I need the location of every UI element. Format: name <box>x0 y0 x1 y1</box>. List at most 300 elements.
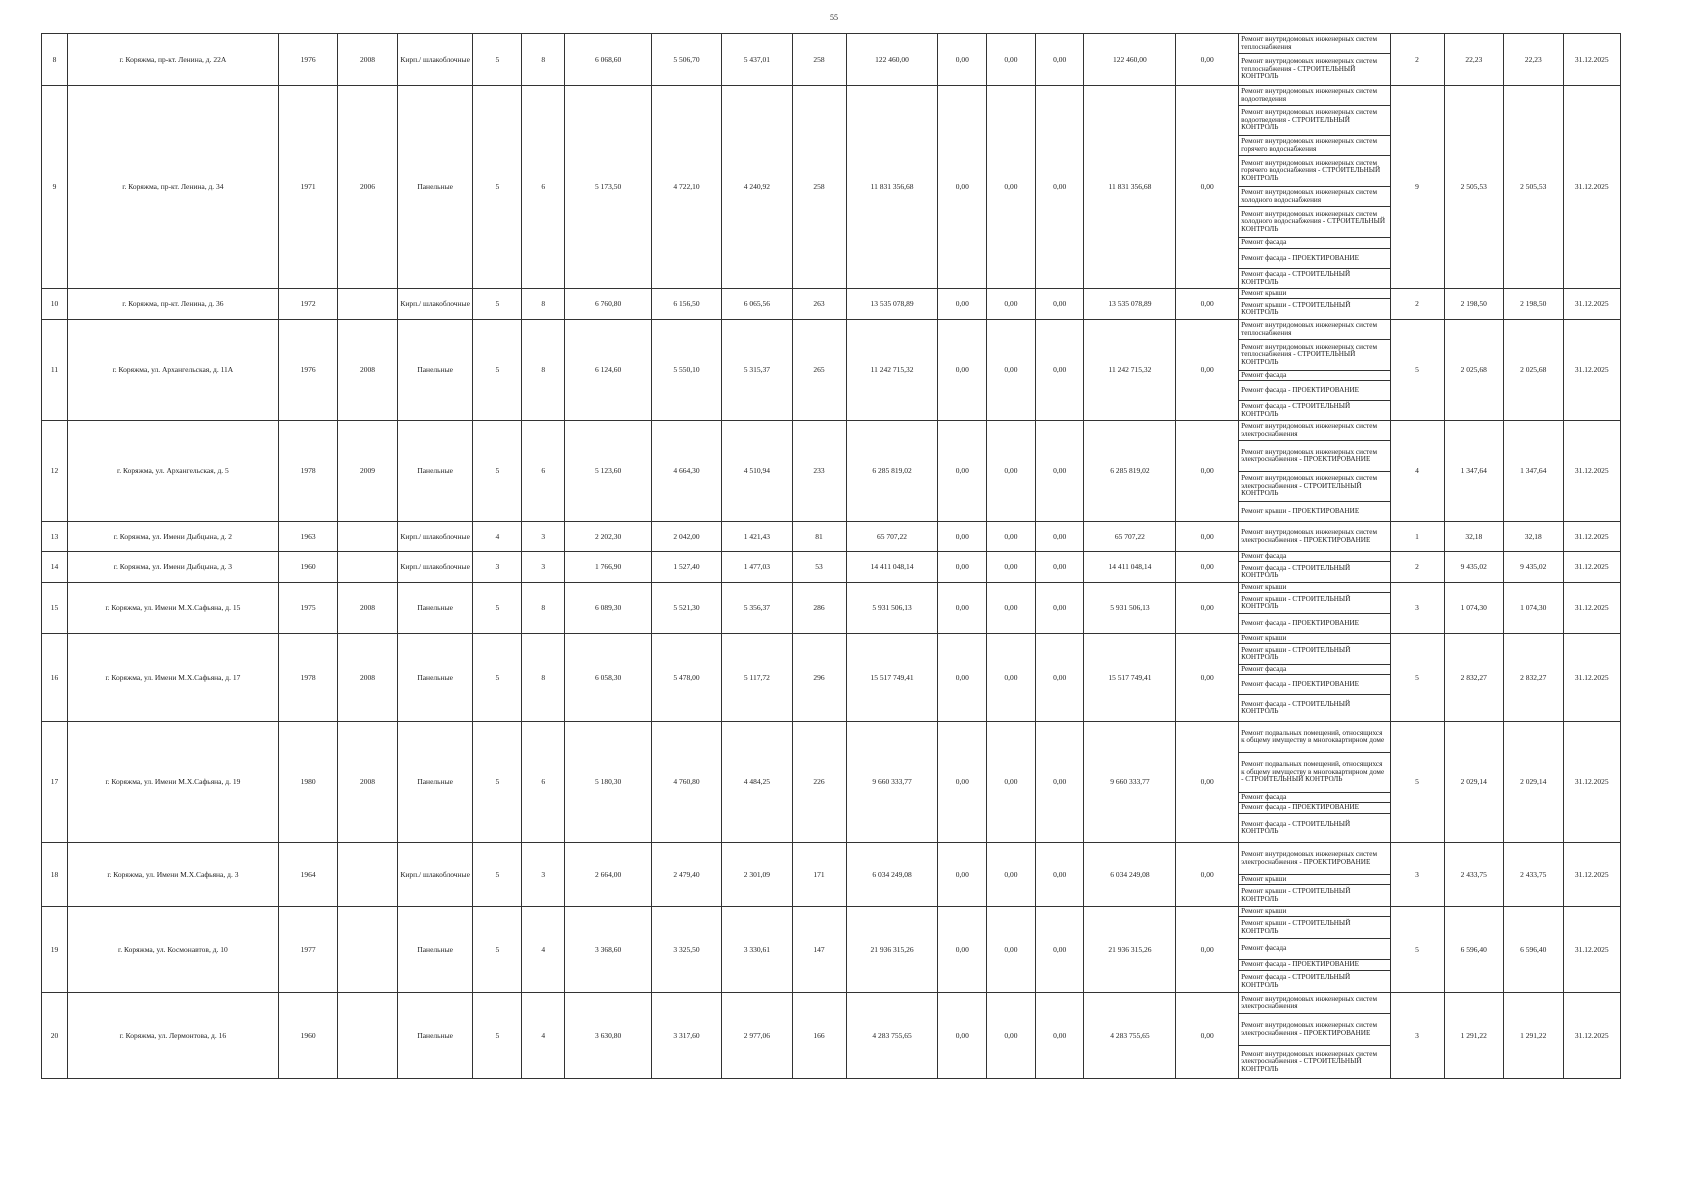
local-budget-cell: 0,00 <box>1035 843 1084 907</box>
total-cost-cell: 11 242 715,32 <box>846 320 938 421</box>
cost-per-m2-cell: 9 435,02 <box>1444 552 1503 583</box>
other-sources-cell: 0,00 <box>1176 583 1239 634</box>
fund-cost-cell: 0,00 <box>938 522 987 552</box>
limit-per-m2-cell: 2 505,53 <box>1504 86 1563 289</box>
table-row <box>42 843 1621 907</box>
year-built-cell: 1960 <box>278 993 337 1079</box>
deadline-cell: 31.12.2025 <box>1563 843 1621 907</box>
address-cell: г. Коряжма, ул. Архангельская, д. 5 <box>67 421 278 522</box>
floors-cell: 5 <box>473 993 522 1079</box>
total-area-cell: 5 123,60 <box>565 421 652 522</box>
owners-funds-cell: 21 936 315,26 <box>1084 907 1176 993</box>
work-item: Ремонт внутридомовых инженерных систем горячего водоснабжения <box>1239 136 1389 156</box>
year-repair-cell: 2008 <box>338 320 397 421</box>
fund-cost-cell: 0,00 <box>938 634 987 722</box>
regional-budget-cell: 0,00 <box>987 634 1036 722</box>
row-number: 9 <box>42 86 68 289</box>
regional-budget-cell: 0,00 <box>987 421 1036 522</box>
premises-area-cell: 3 325,50 <box>651 907 721 993</box>
other-sources-cell: 0,00 <box>1176 421 1239 522</box>
local-budget-cell: 0,00 <box>1035 421 1084 522</box>
limit-per-m2-cell: 1 074,30 <box>1504 583 1563 634</box>
owners-funds-cell: 15 517 749,41 <box>1084 634 1176 722</box>
fund-cost-cell: 0,00 <box>938 320 987 421</box>
works-count-cell: 2 <box>1390 289 1444 320</box>
regional-budget-cell: 0,00 <box>987 86 1036 289</box>
other-sources-cell: 0,00 <box>1176 634 1239 722</box>
work-item: Ремонт крыши - ПРОЕКТИРОВАНИЕ <box>1241 506 1360 515</box>
cost-per-m2-cell: 1 291,22 <box>1444 993 1503 1079</box>
total-cost-cell: 122 460,00 <box>846 34 938 86</box>
work-item: Ремонт внутридомовых инженерных систем холодного водоснабжения <box>1239 187 1389 207</box>
entrances-cell: 3 <box>522 843 565 907</box>
fund-cost-cell: 0,00 <box>938 289 987 320</box>
year-repair-cell <box>338 522 397 552</box>
row-number: 14 <box>42 552 68 583</box>
floors-cell: 5 <box>473 843 522 907</box>
total-area-cell: 6 058,30 <box>565 634 652 722</box>
owners-funds-cell: 5 931 506,13 <box>1084 583 1176 634</box>
owners-funds-cell: 9 660 333,77 <box>1084 722 1176 843</box>
wall-material-cell: Кирп./ шлакоблочные <box>397 289 473 320</box>
limit-per-m2-cell: 2 433,75 <box>1504 843 1563 907</box>
work-item: Ремонт фасада - ПРОЕКТИРОВАНИЕ <box>1239 249 1389 269</box>
works-count-cell: 1 <box>1390 522 1444 552</box>
work-item: Ремонт внутридомовых инженерных систем электроснабжения - ПРОЕКТИРОВАНИЕ <box>1239 441 1389 472</box>
year-built-cell: 1963 <box>278 522 337 552</box>
total-area-cell: 3 368,60 <box>565 907 652 993</box>
row-number: 17 <box>42 722 68 843</box>
residents-cell: 53 <box>792 552 846 583</box>
living-area-cell: 4 240,92 <box>722 86 792 289</box>
regional-budget-cell: 0,00 <box>987 552 1036 583</box>
works-list-cell <box>1239 843 1390 907</box>
year-built-cell: 1978 <box>278 634 337 722</box>
year-built-cell: 1976 <box>278 34 337 86</box>
residents-cell: 81 <box>792 522 846 552</box>
owners-funds-cell: 65 707,22 <box>1084 522 1176 552</box>
total-cost-cell: 9 660 333,77 <box>846 722 938 843</box>
work-item: Ремонт фасада <box>1239 552 1389 562</box>
work-item: Ремонт фасада - СТРОИТЕЛЬНЫЙ КОНТРОЛЬ <box>1241 402 1351 418</box>
residents-cell: 258 <box>792 86 846 289</box>
address-cell: г. Коряжма, ул. Имени Дыбцына, д. 2 <box>67 522 278 552</box>
year-built-cell: 1971 <box>278 86 337 289</box>
address-cell: г. Коряжма, ул. Имени Дыбцына, д. 3 <box>67 552 278 583</box>
living-area-cell: 5 437,01 <box>722 34 792 86</box>
local-budget-cell: 0,00 <box>1035 522 1084 552</box>
entrances-cell: 6 <box>522 722 565 843</box>
work-item: Ремонт фасада - СТРОИТЕЛЬНЫЙ КОНТРОЛЬ <box>1241 270 1351 286</box>
limit-per-m2-cell: 32,18 <box>1504 522 1563 552</box>
deadline-cell: 31.12.2025 <box>1563 907 1621 993</box>
work-item: Ремонт подвальных помещений, относящихся к общему имуществу в многоквартирном доме <box>1239 722 1389 753</box>
regional-budget-cell: 0,00 <box>987 522 1036 552</box>
table-row <box>42 86 1621 289</box>
row-number: 12 <box>42 421 68 522</box>
cost-per-m2-cell: 2 025,68 <box>1444 320 1503 421</box>
residents-cell: 258 <box>792 34 846 86</box>
other-sources-cell: 0,00 <box>1176 320 1239 421</box>
total-area-cell: 5 180,30 <box>565 722 652 843</box>
floors-cell: 5 <box>473 289 522 320</box>
cost-per-m2-cell: 22,23 <box>1444 34 1503 86</box>
other-sources-cell: 0,00 <box>1176 86 1239 289</box>
capital-repair-table <box>41 33 1621 1079</box>
premises-area-cell: 4 664,30 <box>651 421 721 522</box>
premises-area-cell: 2 479,40 <box>651 843 721 907</box>
work-item: Ремонт фасада - ПРОЕКТИРОВАНИЕ <box>1239 960 1389 971</box>
living-area-cell: 5 356,37 <box>722 583 792 634</box>
local-budget-cell: 0,00 <box>1035 907 1084 993</box>
premises-area-cell: 4 722,10 <box>651 86 721 289</box>
limit-per-m2-cell: 1 291,22 <box>1504 993 1563 1079</box>
residents-cell: 233 <box>792 421 846 522</box>
row-number: 13 <box>42 522 68 552</box>
cost-per-m2-cell: 2 198,50 <box>1444 289 1503 320</box>
regional-budget-cell: 0,00 <box>987 320 1036 421</box>
work-item: Ремонт фасада - СТРОИТЕЛЬНЫЙ КОНТРОЛЬ <box>1241 819 1351 835</box>
table-row <box>42 34 1621 86</box>
work-item: Ремонт внутридомовых инженерных систем теплоснабжения - СТРОИТЕЛЬНЫЙ КОНТРОЛЬ <box>1239 340 1389 371</box>
living-area-cell: 5 315,37 <box>722 320 792 421</box>
total-area-cell: 6 124,60 <box>565 320 652 421</box>
living-area-cell: 5 117,72 <box>722 634 792 722</box>
table-row <box>42 583 1621 634</box>
work-item: Ремонт крыши - СТРОИТЕЛЬНЫЙ КОНТРОЛЬ <box>1241 887 1351 903</box>
year-built-cell: 1980 <box>278 722 337 843</box>
limit-per-m2-cell: 1 347,64 <box>1504 421 1563 522</box>
table-row <box>42 634 1621 722</box>
other-sources-cell: 0,00 <box>1176 552 1239 583</box>
work-item: Ремонт внутридомовых инженерных систем электроснабжения - ПРОЕКТИРОВАНИЕ <box>1241 528 1378 544</box>
residents-cell: 296 <box>792 634 846 722</box>
local-budget-cell: 0,00 <box>1035 552 1084 583</box>
work-item: Ремонт фасада <box>1239 665 1389 675</box>
total-area-cell: 6 760,80 <box>565 289 652 320</box>
table-row <box>42 993 1621 1079</box>
deadline-cell: 31.12.2025 <box>1563 993 1621 1079</box>
total-cost-cell: 6 285 819,02 <box>846 421 938 522</box>
address-cell: г. Коряжма, ул. Имени М.Х.Сафьяна, д. 19 <box>67 722 278 843</box>
deadline-cell: 31.12.2025 <box>1563 289 1621 320</box>
wall-material-cell: Панельные <box>397 993 473 1079</box>
works-list-cell <box>1239 583 1390 634</box>
deadline-cell: 31.12.2025 <box>1563 34 1621 86</box>
work-item: Ремонт внутридомовых инженерных систем электроснабжения <box>1239 421 1389 441</box>
year-built-cell: 1978 <box>278 421 337 522</box>
fund-cost-cell: 0,00 <box>938 583 987 634</box>
deadline-cell: 31.12.2025 <box>1563 320 1621 421</box>
wall-material-cell: Панельные <box>397 722 473 843</box>
entrances-cell: 3 <box>522 552 565 583</box>
row-number: 15 <box>42 583 68 634</box>
floors-cell: 4 <box>473 522 522 552</box>
entrances-cell: 8 <box>522 34 565 86</box>
other-sources-cell: 0,00 <box>1176 993 1239 1079</box>
deadline-cell: 31.12.2025 <box>1563 421 1621 522</box>
fund-cost-cell: 0,00 <box>938 722 987 843</box>
fund-cost-cell: 0,00 <box>938 86 987 289</box>
wall-material-cell: Кирп./ шлакоблочные <box>397 843 473 907</box>
entrances-cell: 4 <box>522 907 565 993</box>
address-cell: г. Коряжма, ул. Архангельская, д. 11А <box>67 320 278 421</box>
entrances-cell: 8 <box>522 634 565 722</box>
deadline-cell: 31.12.2025 <box>1563 722 1621 843</box>
total-area-cell: 1 766,90 <box>565 552 652 583</box>
works-list-cell <box>1239 34 1390 86</box>
limit-per-m2-cell: 2 198,50 <box>1504 289 1563 320</box>
table-row <box>42 907 1621 993</box>
year-built-cell: 1975 <box>278 583 337 634</box>
row-number: 19 <box>42 907 68 993</box>
living-area-cell: 3 330,61 <box>722 907 792 993</box>
wall-material-cell: Панельные <box>397 907 473 993</box>
address-cell: г. Коряжма, пр-кт. Ленина, д. 34 <box>67 86 278 289</box>
total-cost-cell: 21 936 315,26 <box>846 907 938 993</box>
local-budget-cell: 0,00 <box>1035 86 1084 289</box>
works-list-cell <box>1239 522 1390 552</box>
address-cell: г. Коряжма, пр-кт. Ленина, д. 22А <box>67 34 278 86</box>
living-area-cell: 4 510,94 <box>722 421 792 522</box>
total-area-cell: 3 630,80 <box>565 993 652 1079</box>
total-area-cell: 2 202,30 <box>565 522 652 552</box>
work-item: Ремонт крыши <box>1239 875 1389 885</box>
work-item: Ремонт фасада <box>1239 371 1389 381</box>
table-row <box>42 320 1621 421</box>
living-area-cell: 1 421,43 <box>722 522 792 552</box>
work-item: Ремонт крыши <box>1239 583 1389 593</box>
year-repair-cell: 2008 <box>338 634 397 722</box>
year-built-cell: 1960 <box>278 552 337 583</box>
floors-cell: 5 <box>473 722 522 843</box>
owners-funds-cell: 6 034 249,08 <box>1084 843 1176 907</box>
total-area-cell: 6 089,30 <box>565 583 652 634</box>
local-budget-cell: 0,00 <box>1035 722 1084 843</box>
total-cost-cell: 14 411 048,14 <box>846 552 938 583</box>
fund-cost-cell: 0,00 <box>938 421 987 522</box>
work-item: Ремонт подвальных помещений, относящихся к общему имуществу в многоквартирном доме - СТРОИТЕЛЬНЫЙ КОНТРОЛЬ <box>1239 753 1389 793</box>
owners-funds-cell: 4 283 755,65 <box>1084 993 1176 1079</box>
limit-per-m2-cell: 2 832,27 <box>1504 634 1563 722</box>
limit-per-m2-cell: 2 025,68 <box>1504 320 1563 421</box>
floors-cell: 3 <box>473 552 522 583</box>
work-item: Ремонт фасада - ПРОЕКТИРОВАНИЕ <box>1241 618 1360 627</box>
work-item: Ремонт внутридомовых инженерных систем холодного водоснабжения - СТРОИТЕЛЬНЫЙ КОНТРОЛЬ <box>1239 207 1389 238</box>
address-cell: г. Коряжма, ул. Космонавтов, д. 10 <box>67 907 278 993</box>
deadline-cell: 31.12.2025 <box>1563 634 1621 722</box>
owners-funds-cell: 122 460,00 <box>1084 34 1176 86</box>
total-cost-cell: 15 517 749,41 <box>846 634 938 722</box>
year-repair-cell <box>338 552 397 583</box>
other-sources-cell: 0,00 <box>1176 289 1239 320</box>
floors-cell: 5 <box>473 634 522 722</box>
local-budget-cell: 0,00 <box>1035 320 1084 421</box>
floors-cell: 5 <box>473 34 522 86</box>
work-item: Ремонт внутридомовых инженерных систем горячего водоснабжения - СТРОИТЕЛЬНЫЙ КОНТРОЛЬ <box>1239 156 1389 187</box>
other-sources-cell: 0,00 <box>1176 522 1239 552</box>
wall-material-cell: Панельные <box>397 634 473 722</box>
fund-cost-cell: 0,00 <box>938 907 987 993</box>
residents-cell: 171 <box>792 843 846 907</box>
row-number: 10 <box>42 289 68 320</box>
cost-per-m2-cell: 1 347,64 <box>1444 421 1503 522</box>
regional-budget-cell: 0,00 <box>987 289 1036 320</box>
work-item: Ремонт фасада - СТРОИТЕЛЬНЫЙ КОНТРОЛЬ <box>1241 563 1351 579</box>
entrances-cell: 6 <box>522 421 565 522</box>
entrances-cell: 8 <box>522 583 565 634</box>
year-repair-cell: 2008 <box>338 34 397 86</box>
year-repair-cell <box>338 993 397 1079</box>
other-sources-cell: 0,00 <box>1176 843 1239 907</box>
row-number: 20 <box>42 993 68 1079</box>
work-item: Ремонт фасада <box>1239 939 1389 960</box>
living-area-cell: 2 301,09 <box>722 843 792 907</box>
entrances-cell: 8 <box>522 289 565 320</box>
cost-per-m2-cell: 2 505,53 <box>1444 86 1503 289</box>
cost-per-m2-cell: 6 596,40 <box>1444 907 1503 993</box>
premises-area-cell: 5 506,70 <box>651 34 721 86</box>
local-budget-cell: 0,00 <box>1035 583 1084 634</box>
premises-area-cell: 2 042,00 <box>651 522 721 552</box>
works-count-cell: 2 <box>1390 34 1444 86</box>
local-budget-cell: 0,00 <box>1035 993 1084 1079</box>
deadline-cell: 31.12.2025 <box>1563 583 1621 634</box>
limit-per-m2-cell: 6 596,40 <box>1504 907 1563 993</box>
fund-cost-cell: 0,00 <box>938 993 987 1079</box>
work-item: Ремонт внутридомовых инженерных систем водоотведения - СТРОИТЕЛЬНЫЙ КОНТРОЛЬ <box>1239 106 1389 136</box>
year-repair-cell: 2006 <box>338 86 397 289</box>
wall-material-cell: Панельные <box>397 320 473 421</box>
works-list-cell <box>1239 634 1390 722</box>
premises-area-cell: 5 550,10 <box>651 320 721 421</box>
living-area-cell: 2 977,06 <box>722 993 792 1079</box>
limit-per-m2-cell: 9 435,02 <box>1504 552 1563 583</box>
cost-per-m2-cell: 32,18 <box>1444 522 1503 552</box>
floors-cell: 5 <box>473 421 522 522</box>
work-item: Ремонт внутридомовых инженерных систем электроснабжения - ПРОЕКТИРОВАНИЕ <box>1239 843 1389 875</box>
fund-cost-cell: 0,00 <box>938 34 987 86</box>
living-area-cell: 4 484,25 <box>722 722 792 843</box>
entrances-cell: 8 <box>522 320 565 421</box>
works-count-cell: 5 <box>1390 722 1444 843</box>
entrances-cell: 6 <box>522 86 565 289</box>
regional-budget-cell: 0,00 <box>987 583 1036 634</box>
total-area-cell: 5 173,50 <box>565 86 652 289</box>
page-number: 55 <box>830 13 838 22</box>
wall-material-cell: Кирп./ шлакоблочные <box>397 552 473 583</box>
work-item: Ремонт фасада - СТРОИТЕЛЬНЫЙ КОНТРОЛЬ <box>1241 973 1351 989</box>
other-sources-cell: 0,00 <box>1176 722 1239 843</box>
fund-cost-cell: 0,00 <box>938 843 987 907</box>
total-area-cell: 6 068,60 <box>565 34 652 86</box>
works-count-cell: 5 <box>1390 320 1444 421</box>
works-list-cell <box>1239 907 1390 993</box>
owners-funds-cell: 11 242 715,32 <box>1084 320 1176 421</box>
year-built-cell: 1972 <box>278 289 337 320</box>
year-repair-cell: 2008 <box>338 722 397 843</box>
address-cell: г. Коряжма, ул. Имени М.Х.Сафьяна, д. 17 <box>67 634 278 722</box>
fund-cost-cell: 0,00 <box>938 552 987 583</box>
residents-cell: 263 <box>792 289 846 320</box>
owners-funds-cell: 13 535 078,89 <box>1084 289 1176 320</box>
entrances-cell: 3 <box>522 522 565 552</box>
address-cell: г. Коряжма, пр-кт. Ленина, д. 36 <box>67 289 278 320</box>
owners-funds-cell: 14 411 048,14 <box>1084 552 1176 583</box>
living-area-cell: 1 477,03 <box>722 552 792 583</box>
work-item: Ремонт внутридомовых инженерных систем электроснабжения - СТРОИТЕЛЬНЫЙ КОНТРОЛЬ <box>1239 472 1389 502</box>
works-list-cell <box>1239 722 1390 843</box>
limit-per-m2-cell: 22,23 <box>1504 34 1563 86</box>
other-sources-cell: 0,00 <box>1176 907 1239 993</box>
cost-per-m2-cell: 2 029,14 <box>1444 722 1503 843</box>
works-list-cell <box>1239 421 1390 522</box>
work-item: Ремонт внутридомовых инженерных систем теплоснабжения <box>1239 34 1389 54</box>
year-built-cell: 1976 <box>278 320 337 421</box>
table-row <box>42 289 1621 320</box>
work-item: Ремонт крыши <box>1239 289 1389 299</box>
works-count-cell: 2 <box>1390 552 1444 583</box>
regional-budget-cell: 0,00 <box>987 843 1036 907</box>
local-budget-cell: 0,00 <box>1035 34 1084 86</box>
year-repair-cell <box>338 289 397 320</box>
deadline-cell: 31.12.2025 <box>1563 86 1621 289</box>
work-item: Ремонт фасада - СТРОИТЕЛЬНЫЙ КОНТРОЛЬ <box>1241 699 1351 715</box>
work-item: Ремонт крыши - СТРОИТЕЛЬНЫЙ КОНТРОЛЬ <box>1239 593 1389 614</box>
address-cell: г. Коряжма, ул. Лермонтова, д. 16 <box>67 993 278 1079</box>
entrances-cell: 4 <box>522 993 565 1079</box>
works-list-cell <box>1239 86 1390 289</box>
floors-cell: 5 <box>473 583 522 634</box>
work-item: Ремонт крыши <box>1239 634 1389 644</box>
table-row <box>42 522 1621 552</box>
owners-funds-cell: 11 831 356,68 <box>1084 86 1176 289</box>
cost-per-m2-cell: 2 433,75 <box>1444 843 1503 907</box>
residents-cell: 265 <box>792 320 846 421</box>
premises-area-cell: 6 156,50 <box>651 289 721 320</box>
row-number: 11 <box>42 320 68 421</box>
work-item: Ремонт крыши <box>1239 907 1389 917</box>
regional-budget-cell: 0,00 <box>987 993 1036 1079</box>
floors-cell: 5 <box>473 320 522 421</box>
total-cost-cell: 13 535 078,89 <box>846 289 938 320</box>
year-built-cell: 1977 <box>278 907 337 993</box>
cost-per-m2-cell: 2 832,27 <box>1444 634 1503 722</box>
premises-area-cell: 3 317,60 <box>651 993 721 1079</box>
local-budget-cell: 0,00 <box>1035 289 1084 320</box>
residents-cell: 147 <box>792 907 846 993</box>
work-item: Ремонт внутридомовых инженерных систем водоотведения <box>1239 86 1389 106</box>
year-repair-cell: 2008 <box>338 583 397 634</box>
premises-area-cell: 5 521,30 <box>651 583 721 634</box>
premises-area-cell: 4 760,80 <box>651 722 721 843</box>
wall-material-cell: Панельные <box>397 421 473 522</box>
work-item: Ремонт фасада - ПРОЕКТИРОВАНИЕ <box>1239 381 1389 401</box>
address-cell: г. Коряжма, ул. Имени М.Х.Сафьяна, д. 15 <box>67 583 278 634</box>
year-repair-cell <box>338 907 397 993</box>
work-item: Ремонт фасада - ПРОЕКТИРОВАНИЕ <box>1239 675 1389 695</box>
regional-budget-cell: 0,00 <box>987 34 1036 86</box>
year-repair-cell <box>338 843 397 907</box>
premises-area-cell: 5 478,00 <box>651 634 721 722</box>
work-item: Ремонт внутридомовых инженерных систем электроснабжения <box>1239 993 1389 1014</box>
other-sources-cell: 0,00 <box>1176 34 1239 86</box>
address-cell: г. Коряжма, ул. Имени М.Х.Сафьяна, д. 3 <box>67 843 278 907</box>
cost-per-m2-cell: 1 074,30 <box>1444 583 1503 634</box>
row-number: 18 <box>42 843 68 907</box>
total-area-cell: 2 664,00 <box>565 843 652 907</box>
row-number: 8 <box>42 34 68 86</box>
